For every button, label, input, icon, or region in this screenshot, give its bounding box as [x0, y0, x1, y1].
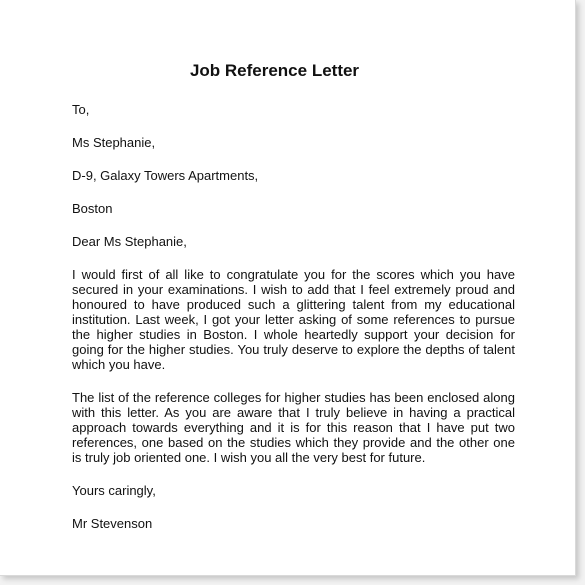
letter-body [72, 102, 515, 549]
address-line: D-9, Galaxy Towers Apartments, [72, 168, 259, 183]
salutation-to: To, [72, 102, 90, 117]
city-line: Boston [72, 201, 113, 216]
signature-line: Mr Stevenson [72, 516, 153, 531]
paragraph-2: The list of the reference colleges for higher studies has been enclosed along with this letter. As you are aware that I truly believe in having a practical approach towards everything and it is for this reason that I have put two references, one based on the studies which they provide and the other one is truly job oriented one. I wish you all the very best for future. [72, 390, 515, 465]
page-title: Job Reference Letter [189, 61, 360, 80]
greeting-line: Dear Ms Stephanie, [72, 234, 187, 249]
closing-line: Yours caringly, [72, 483, 156, 498]
paragraph-1: I would first of all like to congratulate you for the scores which you have secured in your examinations. I wish to add that I feel extremely proud and honoured to have produced such a glittering talent from my educational institution. Last week, I got your letter asking of some references to pursue the higher studies in Boston. I whole heartedly support your decision for going for the higher studies. You truly deserve to explore the depths of talent which you have. [72, 267, 515, 372]
recipient-name: Ms Stephanie, [72, 135, 156, 150]
